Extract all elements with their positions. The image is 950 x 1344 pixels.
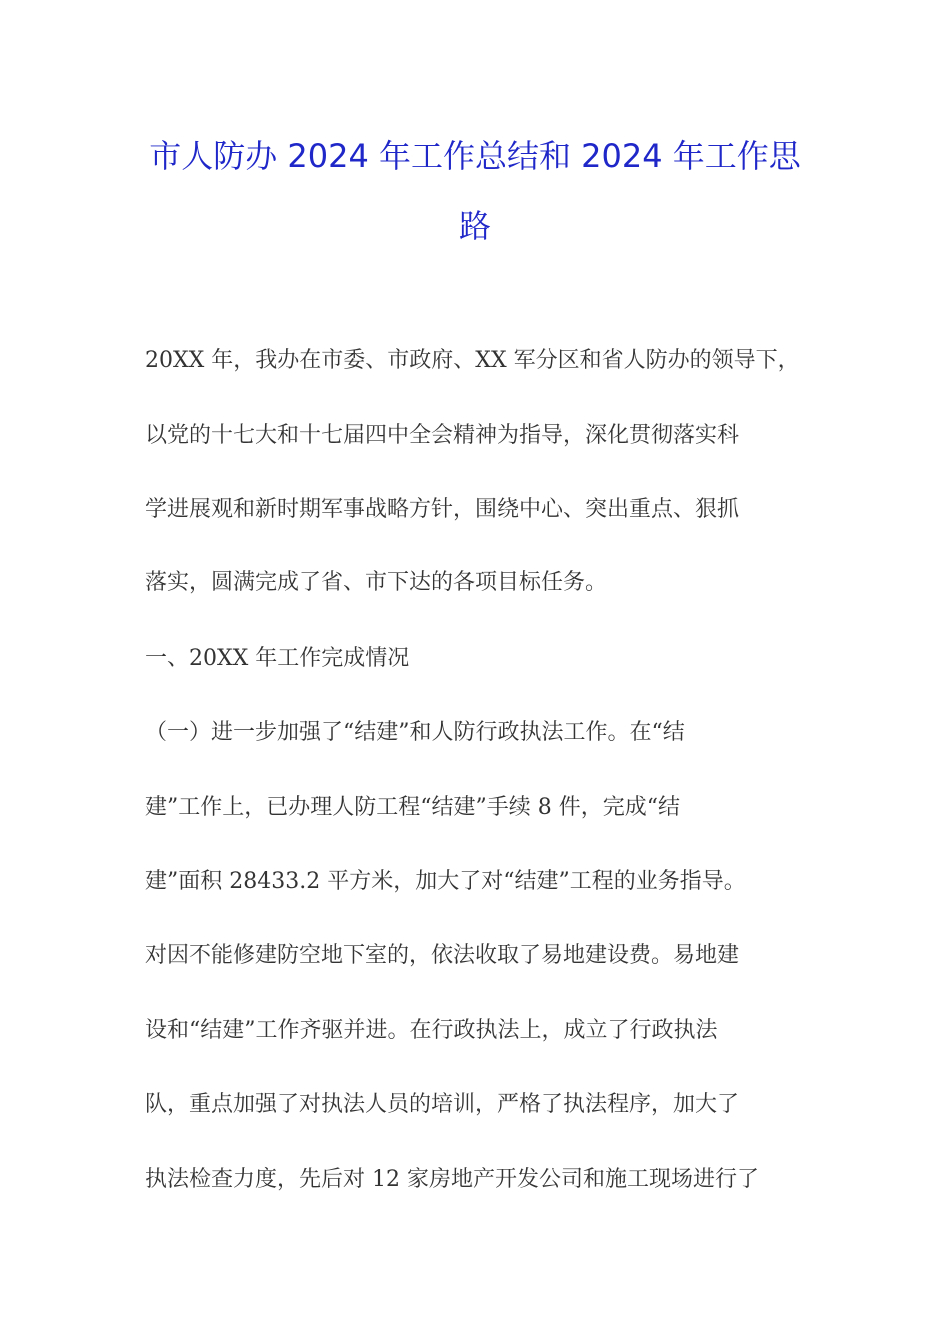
- document-title-line-2: 路: [458, 207, 491, 245]
- body-text-line: 建”工作上，已办理人防工程“结建”手续 8 件，完成“结: [145, 795, 680, 820]
- section-heading: 一、20XX 年工作完成情况: [145, 646, 410, 671]
- body-text-line: 建”面积 28433.2 平方米，加大了对“结建”工程的业务指导。: [145, 869, 746, 894]
- body-text-line: 队，重点加强了对执法人员的培训，严格了执法程序，加大了: [145, 1092, 740, 1117]
- body-text-line: 20XX 年，我办在市委、市政府、XX 军分区和省人防办的领导下，: [145, 348, 800, 373]
- body-text-line: （一）进一步加强了“结建”和人防行政执法工作。在“结: [145, 720, 685, 745]
- document-title-line-1: 市人防办 2024 年工作总结和 2024 年工作思: [149, 137, 801, 175]
- body-text-line: 执法检查力度，先后对 12 家房地产开发公司和施工现场进行了: [145, 1167, 759, 1192]
- body-text-line: 落实，圆满完成了省、市下达的各项目标任务。: [145, 570, 608, 595]
- body-text-line: 学进展观和新时期军事战略方针，围绕中心、突出重点、狠抓: [145, 497, 740, 522]
- body-text-line: 对因不能修建防空地下室的，依法收取了易地建设费。易地建: [145, 943, 740, 968]
- body-text-line: 设和“结建”工作齐驱并进。在行政执法上，成立了行政执法: [145, 1018, 718, 1043]
- body-text-line: 以党的十七大和十七届四中全会精神为指导，深化贯彻落实科: [145, 423, 740, 448]
